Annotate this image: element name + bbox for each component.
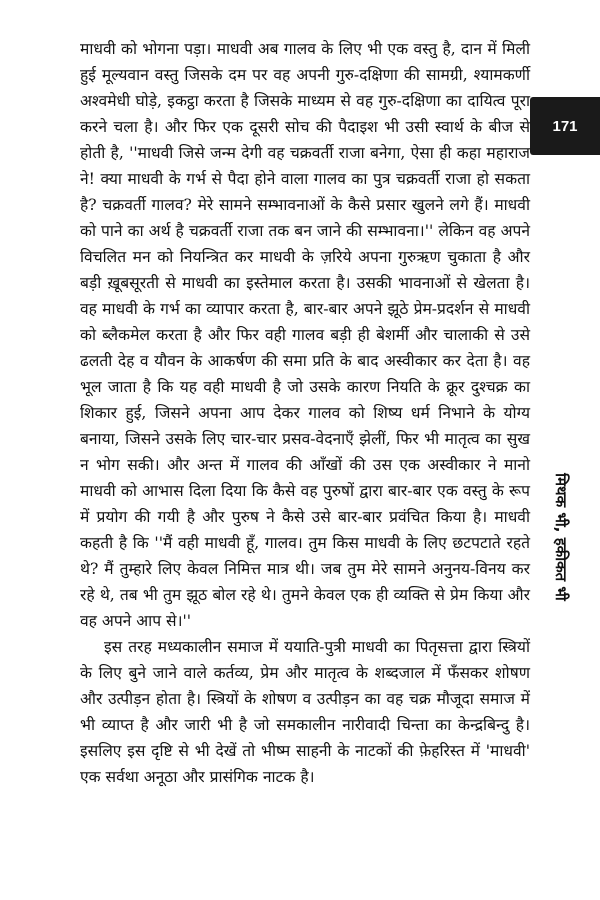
paragraph-1: माधवी को भोगना पड़ा। माधवी अब गालव के लिए भी एक वस्तु है, दान में मिली हुई मूल्यवान वस्तु जिसके दम पर वह अपनी गुरु-दक्षिणा की सामग्री, श्यामकर्णी अश्वमेधी घोड़े, इकट्ठा करता है जिसके माध्यम से वह गुरु-दक्षिणा का दायित्व पूरा करने चला है। और फिर एक दूसरी सोच की पैदाइश भी उसी स्वार्थ के बीज से होती है, ''माधवी जिसे जन्म देगी वह चक्रवर्ती राजा बनेगा, ऐसा ही कहा महाराज ने! क्या माधवी के गर्भ से पैदा होने वाला गालव का पुत्र चक्रवर्ती राजा हो सकता है? चक्रवर्ती गालव? मेरे सामने सम्भावनाओं के कैसे प्रसार खुलने लगे हैं। माधवी को पाने का अर्थ है चक्रवर्ती राजा तक बन जाने की सम्भावना।'' लेकिन वह अपने विचलित मन को नियन्त्रित कर माधवी के ज़रिये अपना गुरुऋण चुकाता है और बड़ी ख़ूबसूरती से माधवी का इस्तेमाल करता है। उसकी भावनाओं से खेलता है। वह माधवी के गर्भ का व्यापार करता है, बार-बार अपने झूठे प्रेम-प्रदर्शन से माधवी को ब्लैकमेल करता है और फिर वही गालव बड़ी ही बेशर्मी और चालाकी से उसे ढलती देह व यौवन के आकर्षण की समा प्रति के बाद अस्वीकार कर देता है। वह भूल जाता है कि यह वही माधवी है जो उसके कारण नियति के क्रूर दुश्चक्र का शिकार हुई, जिसने अपना आप देकर गालव को शिष्य धर्म निभाने के योग्य बनाया, जिसने उसके लिए चार-चार प्रसव-वेदनाएँ झेलीं, फिर भी मातृत्व का सुख न भोग सकी। और अन्त में गालव की आँखों की उस एक अस्वीकार ने मानो माधवी को आभास दिला दिया कि कैसे वह पुरुषों द्वारा बार-बार एक वस्तु के रूप में प्रयोग की गयी है और पुरुष ने कैसे उसे बार-बार प्रवंचित किया है। माधवी कहती है कि ''मैं वही माधवी हूँ, गालव। तुम किस माधवी के लिए छटपटाते रहते थे? मैं तुम्हारे लिए केवल निमित्त मात्र थी। जब तुम मेरे सामने अनुनय-विनय कर रहे थे, तब भी तुम झूठ बोल रहे थे। तुमने केवल एक ही व्यक्ति से प्रेम किया और वह अपने आप से।''	[80, 40, 530, 630]
paragraph-2: इस तरह मध्यकालीन समाज में ययाति-पुत्री माधवी का पितृसत्ता द्वारा स्त्रियों के लिए बुने जाने वाले कर्तव्य, प्रेम और मातृत्व के शब्दजाल में फँसकर शोषण और उत्पीड़न होता है। स्त्रियों के शोषण व उत्पीड़न का वह चक्र मौजूदा समाज में भी व्याप्त है और जारी भी है जो समकालीन नारीवादी चिन्ता का केन्द्रबिन्दु है। इसलिए इस दृष्टि से भी देखें तो भीष्म साहनी के नाटकों की फ़ेहरिस्त में 'माधवी' एक सर्वथा अनूठा और प्रासंगिक नाटक है।	[80, 638, 530, 786]
running-title	[541, 437, 581, 637]
page-number-tab	[530, 97, 600, 155]
running-title-text: मिथक भी, हकीकत भी	[552, 473, 571, 601]
page-number: 171	[552, 117, 578, 135]
page-body	[80, 36, 530, 790]
